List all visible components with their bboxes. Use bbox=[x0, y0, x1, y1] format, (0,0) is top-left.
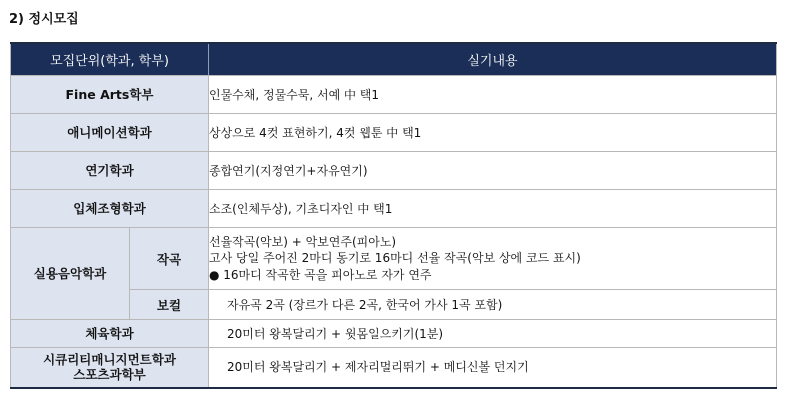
content-cell: 종합연기(지정연기+자유연기) bbox=[209, 152, 777, 190]
header-content: 실기내용 bbox=[209, 43, 777, 76]
content-line: 선율작곡(악보) + 악보연주(피아노) bbox=[209, 234, 397, 249]
content-cell bbox=[209, 228, 777, 290]
unit-line: 스포츠과학부 bbox=[73, 367, 146, 383]
unit-cell: Fine Arts학부 bbox=[11, 76, 209, 114]
table-row bbox=[11, 190, 777, 228]
unit-cell bbox=[11, 348, 209, 388]
sub-unit-cell: 작곡 bbox=[130, 228, 209, 290]
table-row bbox=[11, 348, 777, 388]
sub-unit-cell: 보컬 bbox=[130, 290, 209, 320]
unit-line: 시큐리티매니지먼트학과 bbox=[43, 352, 176, 368]
unit-cell: 실용음악학과 bbox=[11, 228, 130, 320]
table-row bbox=[11, 228, 777, 290]
unit-cell: 애니메이션학과 bbox=[11, 114, 209, 152]
content-cell: 자유곡 2곡 (장르가 다른 2곡, 한국어 가사 1곡 포함) bbox=[209, 290, 777, 320]
content-cell: 소조(인체두상), 기초디자인 中 택1 bbox=[209, 190, 777, 228]
table-row bbox=[11, 152, 777, 190]
content-cell: 상상으로 4컷 표현하기, 4컷 웹툰 中 택1 bbox=[209, 114, 777, 152]
table-row bbox=[11, 114, 777, 152]
unit-cell: 연기학과 bbox=[11, 152, 209, 190]
content-line: 고사 당일 주어진 2마디 동기로 16마디 선율 작곡(악보 상에 코드 표시) bbox=[209, 251, 581, 266]
table-header-row bbox=[11, 43, 777, 76]
content-cell: 20미터 왕복달리기 + 제자리멀리뛰기 + 메디신볼 던지기 bbox=[209, 348, 777, 388]
admission-table bbox=[10, 42, 777, 389]
unit-cell: 입체조형학과 bbox=[11, 190, 209, 228]
content-cell: 인물수채, 정물수묵, 서예 中 택1 bbox=[209, 76, 777, 114]
table-row bbox=[11, 76, 777, 114]
content-cell: 20미터 왕복달리기 + 윗몸일으키기(1분) bbox=[209, 320, 777, 348]
header-unit: 모집단위(학과, 학부) bbox=[11, 43, 209, 76]
content-line: ● 16마디 작곡한 곡을 피아노로 자가 연주 bbox=[209, 267, 432, 282]
table-row bbox=[11, 320, 777, 348]
section-title: 2) 정시모집 bbox=[9, 12, 79, 27]
unit-cell: 체육학과 bbox=[11, 320, 209, 348]
